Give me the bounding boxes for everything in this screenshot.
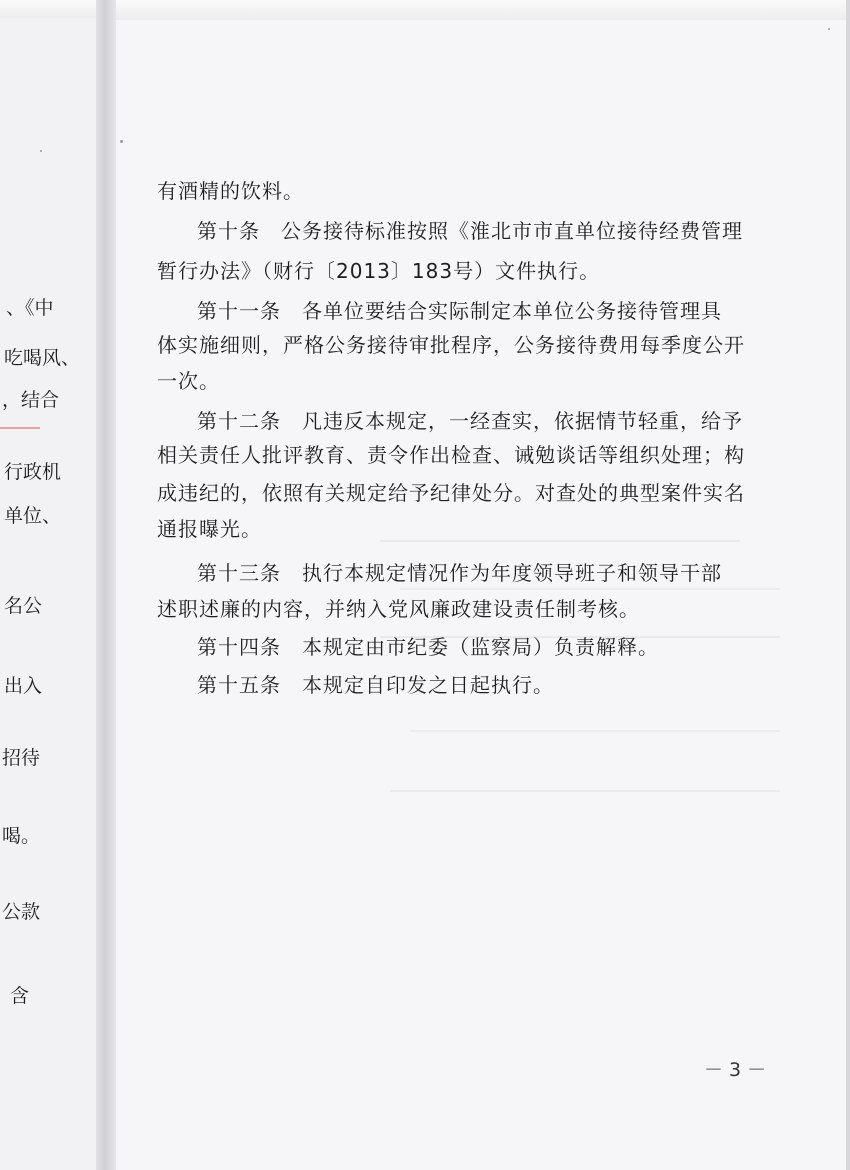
body-line: 述职述廉的内容，并纳入党风廉政建设责任制考核。 xyxy=(157,597,640,621)
body-line: 通报曝光。 xyxy=(157,517,262,541)
article-12-line: 第十二条 凡违反本规定，一经查实，依据情节轻重，给予 xyxy=(197,409,743,433)
article-10-line: 第十条 公务接待标准按照《淮北市市直单位接待经费管理 xyxy=(197,219,743,243)
article-11-line: 第十一条 各单位要结合实际制定本单位公务接待管理具 xyxy=(197,299,722,323)
page-number: － 3 － xyxy=(704,1059,767,1081)
scan-top-edge xyxy=(0,0,850,20)
body-line: 相关责任人批评教育、责令作出检查、诫勉谈话等组织处理；构 xyxy=(157,443,745,467)
scan-right-edge xyxy=(846,0,850,1170)
body-line: 有酒精的饮料。 xyxy=(157,179,304,203)
article-15-line: 第十五条 本规定自印发之日起执行。 xyxy=(197,673,554,697)
body-line: 成违纪的，依照有关规定给予纪律处分。对查处的典型案件实名 xyxy=(157,481,745,505)
article-14-line: 第十四条 本规定由市纪委（监察局）负责解释。 xyxy=(197,635,659,659)
left-page-edge: 、《中 吃喝风、 ，结合 行政机 单位、 名公 出入 招待 喝。 公款 含 xyxy=(0,18,100,1170)
scan-speck xyxy=(120,140,123,143)
body-line: 一次。 xyxy=(157,369,220,393)
body-line: 体实施细则，严格公务接待审批程序，公务接待费用每季度公开 xyxy=(157,333,745,357)
body-line: 暂行办法》（财行〔2013〕183号）文件执行。 xyxy=(157,259,601,283)
page-gutter xyxy=(96,0,116,1170)
article-13-line: 第十三条 执行本规定情况作为年度领导班子和领导干部 xyxy=(197,561,722,585)
left-red-rule xyxy=(0,427,40,429)
scan-speck xyxy=(828,28,830,30)
scan-speck xyxy=(40,150,42,152)
